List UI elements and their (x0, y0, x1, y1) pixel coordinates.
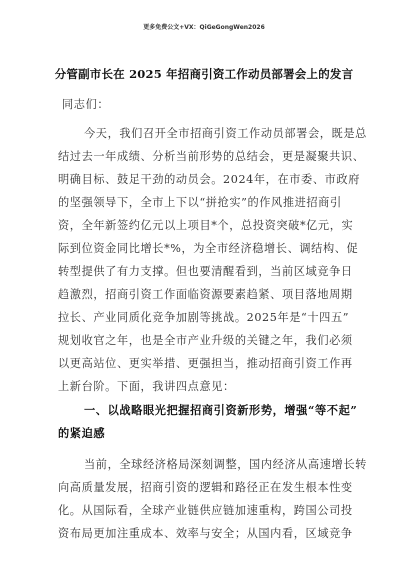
section-heading: 一、以战略眼光把握招商引资新形势，增强“等不起” (84, 403, 358, 417)
paragraph-line: 上新台阶。下面，我讲四点意见： (58, 380, 235, 393)
paragraph-line: 规划收官之年，也是全市产业升级的关键之年，我们必须 (58, 334, 353, 347)
paragraph-line: 今天，我们召开全市招商引资工作动员部署会，既是总 (84, 127, 367, 140)
paragraph-line: 转型提供了有力支撑。但也要清醒看到，当前区域竞争日 (58, 265, 353, 278)
paragraph-line: 结过去一年成绩、分析当前形势的总结会，更是凝聚共识、 (58, 150, 365, 163)
document-title: 分管副市长在 2025 年招商引资工作动员部署会上的发言 (54, 67, 354, 81)
paragraph-line: 向高质量发展，招商引资的逻辑和路径正在发生根本性变 (58, 481, 353, 494)
salutation: 同志们： (62, 98, 110, 111)
header-note: 更多免费公文+VX：QiGeGongWen2026 (143, 24, 265, 31)
paragraph-line: 以更高站位、更实举措、更强担当，推动招商引资工作再 (58, 357, 353, 370)
paragraph-line: 资布局更加注重成本、效率与安全；从国内看，区域竞争 (58, 527, 353, 540)
paragraph-line: 趋激烈，招商引资工作面临资源要素趋紧、项目落地周期 (58, 288, 353, 301)
paragraph-line: 际到位资金同比增长*%，为全市经济稳增长、调结构、促 (58, 242, 359, 255)
paragraph-line: 化。从国际看，全球产业链供应链加速重构，跨国公司投 (58, 504, 353, 517)
paragraph-line: 拉长、产业同质化竞争加剧等挑战。2025年是“十四五” (58, 311, 350, 324)
paragraph-line: 当前，全球经济格局深刻调整，国内经济从高速增长转 (84, 458, 367, 471)
paragraph-line: 的坚强领导下，全市上下以“拼抢实”的作风推进招商引 (58, 196, 342, 209)
section-heading-continued: 的紧迫感 (58, 426, 106, 440)
paragraph-line: 明确目标、鼓足干劲的动员会。2024年，在市委、市政府 (58, 173, 360, 186)
paragraph-line: 资，全年新签约亿元以上项目*个，总投资突破*亿元，实 (58, 219, 354, 232)
